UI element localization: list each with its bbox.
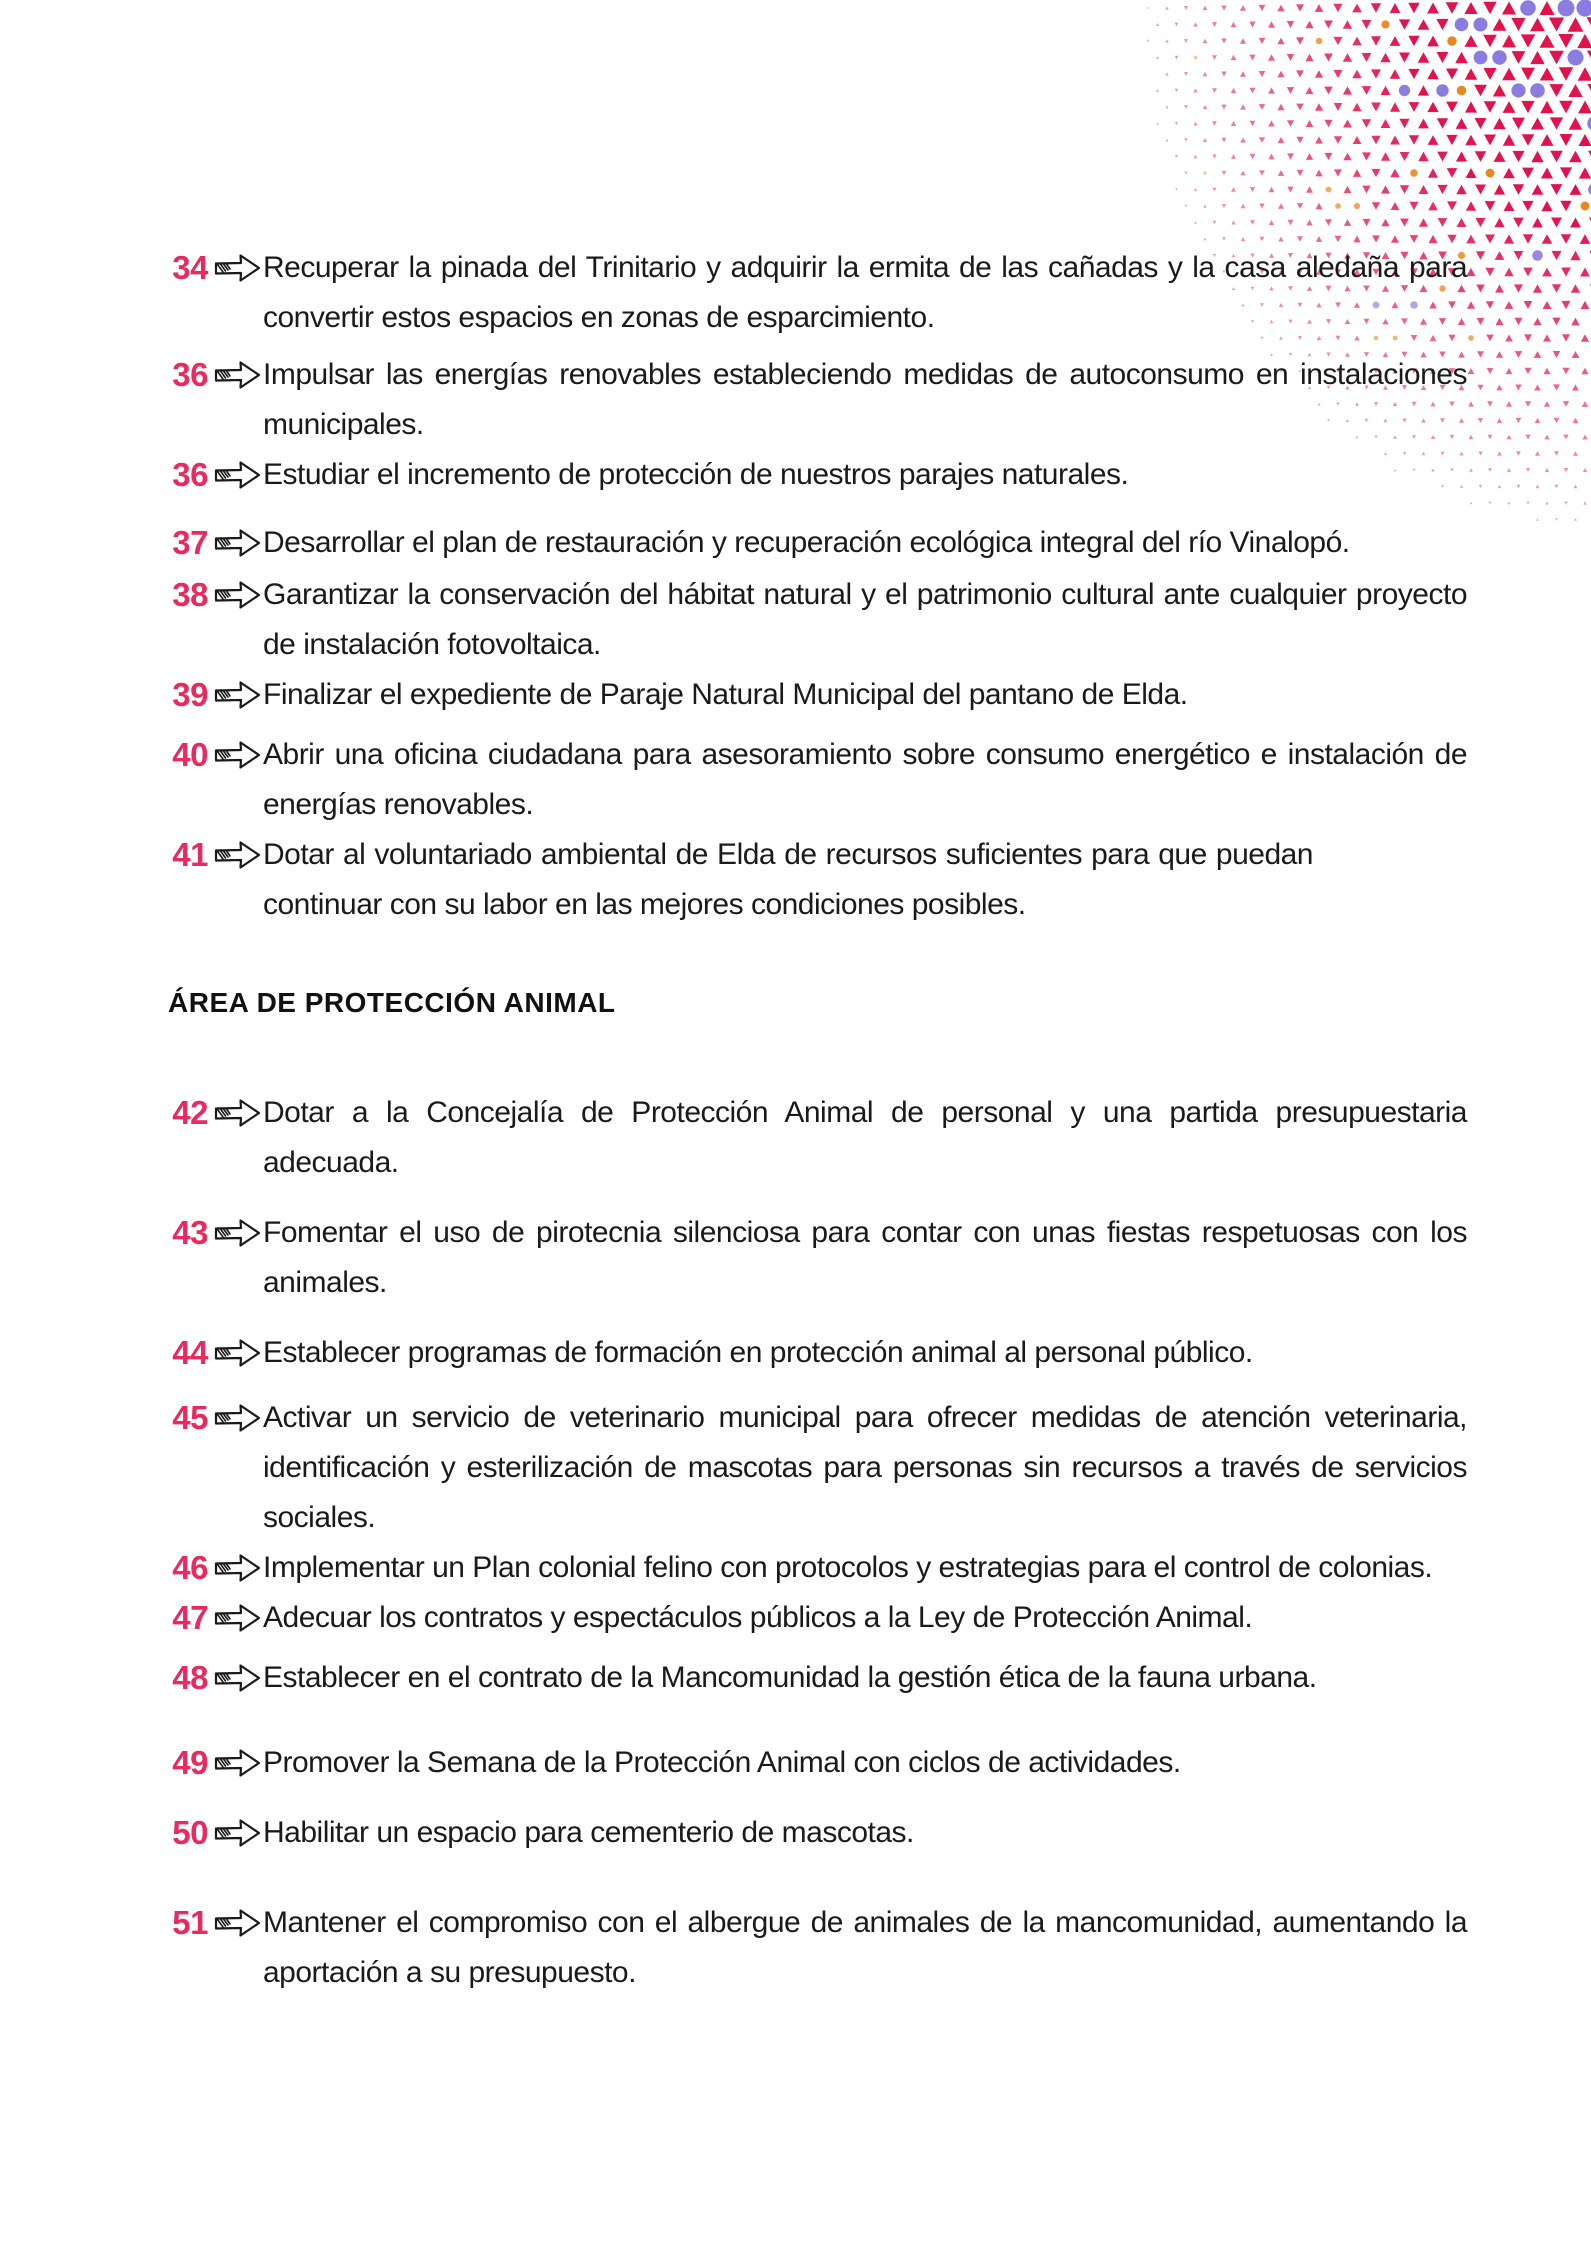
- arrow-right-icon: [212, 678, 262, 712]
- item-text: Establecer en el contrato de la Mancomunidad la gestión ética de la fauna urbana.: [263, 1661, 1317, 1694]
- item-marker: [160, 570, 263, 620]
- item-number: 42: [172, 1094, 208, 1131]
- item-number: 51: [172, 1904, 208, 1941]
- item-marker: [160, 730, 263, 780]
- measure-list-item: [160, 518, 1467, 568]
- item-number: 45: [172, 1399, 208, 1436]
- measure-list-item: [160, 830, 1467, 930]
- measure-list-item: [160, 1593, 1467, 1643]
- section-heading: ÁREA DE PROTECCIÓN ANIMAL: [168, 987, 616, 1018]
- item-number: 37: [172, 524, 208, 561]
- item-number: 34: [172, 249, 208, 286]
- item-text: Garantizar la conservación del hábitat natural y el patrimonio cultural ante cualquier proyecto de instalación fotovoltaica.: [263, 578, 1467, 661]
- arrow-right-icon: [212, 1661, 262, 1695]
- item-marker: [160, 1593, 263, 1643]
- arrow-right-icon: [212, 1096, 262, 1130]
- item-marker: [160, 243, 263, 293]
- measure-list-item: [160, 1543, 1467, 1593]
- measure-list-item: [160, 1808, 1467, 1858]
- item-marker: [160, 670, 263, 720]
- item-text: Mantener el compromiso con el albergue de animales de la mancomunidad, aumentando la aportación a su presupuesto.: [263, 1906, 1467, 1989]
- item-number: 49: [172, 1744, 208, 1781]
- arrow-right-icon: [212, 838, 262, 872]
- arrow-right-icon: [212, 578, 262, 612]
- arrow-right-icon: [212, 1216, 262, 1250]
- item-number: 46: [172, 1549, 208, 1586]
- measure-list-item: [160, 1898, 1467, 1998]
- arrow-right-icon: [212, 1336, 262, 1370]
- measure-list-item: [160, 1393, 1467, 1543]
- item-text: Adecuar los contratos y espectáculos públicos a la Ley de Protección Animal.: [263, 1601, 1253, 1634]
- item-number: 38: [172, 576, 208, 613]
- arrow-right-icon: [212, 738, 262, 772]
- arrow-right-icon: [212, 1816, 262, 1850]
- item-marker: [160, 1393, 263, 1443]
- measure-list-item: [160, 1208, 1467, 1308]
- item-number: 41: [172, 836, 208, 873]
- measure-list-item: [160, 730, 1467, 830]
- item-marker: [160, 1653, 263, 1703]
- arrow-right-icon: [212, 1401, 262, 1435]
- item-marker: [160, 1208, 263, 1258]
- item-number: 40: [172, 736, 208, 773]
- measure-list-item: [160, 1738, 1467, 1788]
- arrow-right-icon: [212, 251, 262, 285]
- item-number: 50: [172, 1814, 208, 1851]
- item-text: Activar un servicio de veterinario municipal para ofrecer medidas de atención veterinaria, identificación y esterilización de mascotas para personas sin recursos a través de servicios sociales.: [263, 1401, 1467, 1534]
- item-number: 43: [172, 1214, 208, 1251]
- measure-list-item: [160, 1088, 1467, 1188]
- item-text: Recuperar la pinada del Trinitario y adquirir la ermita de las cañadas y la casa aledaña para convertir estos espacios en zonas de esparcimiento.: [263, 251, 1467, 334]
- item-text: Dotar al voluntariado ambiental de Elda de recursos suficientes para que puedan continuar con su labor en las mejores condiciones posibles.: [263, 838, 1313, 921]
- item-marker: [160, 1738, 263, 1788]
- measure-list-item: [160, 1328, 1467, 1378]
- item-text: Impulsar las energías renovables estableciendo medidas de autoconsumo en instalaciones municipales.: [263, 358, 1467, 441]
- item-number: 39: [172, 676, 208, 713]
- arrow-right-icon: [212, 1551, 262, 1585]
- item-marker: [160, 1328, 263, 1378]
- item-text: Implementar un Plan colonial felino con protocolos y estrategias para el control de colonias.: [263, 1551, 1433, 1584]
- arrow-right-icon: [212, 358, 262, 392]
- item-number: 48: [172, 1659, 208, 1696]
- item-number: 36: [172, 356, 208, 393]
- item-number: 44: [172, 1334, 208, 1371]
- arrow-right-icon: [212, 526, 262, 560]
- item-marker: [160, 518, 263, 568]
- item-marker: [160, 1898, 263, 1948]
- item-text: Abrir una oficina ciudadana para asesoramiento sobre consumo energético e instalación de energías renovables.: [263, 738, 1467, 821]
- measure-list-item: [160, 243, 1467, 343]
- measure-list-item: [160, 1653, 1467, 1703]
- item-marker: [160, 350, 263, 400]
- item-marker: [160, 1088, 263, 1138]
- arrow-right-icon: [212, 1746, 262, 1780]
- item-text: Fomentar el uso de pirotecnia silenciosa para contar con unas fiestas respetuosas con los animales.: [263, 1216, 1467, 1299]
- item-text: Establecer programas de formación en protección animal al personal público.: [263, 1336, 1253, 1369]
- measure-list-item: [160, 450, 1467, 500]
- item-marker: [160, 830, 263, 880]
- item-marker: [160, 450, 263, 500]
- item-text: Estudiar el incremento de protección de nuestros parajes naturales.: [263, 458, 1129, 491]
- item-number: 47: [172, 1599, 208, 1636]
- item-text: Habilitar un espacio para cementerio de mascotas.: [263, 1816, 914, 1849]
- measure-list-item: [160, 350, 1467, 450]
- measures-list-content: [160, 243, 1467, 1998]
- item-marker: [160, 1808, 263, 1858]
- item-text: Promover la Semana de la Protección Animal con ciclos de actividades.: [263, 1746, 1181, 1779]
- environment-measures-list: [160, 243, 1467, 930]
- item-marker: [160, 1543, 263, 1593]
- measure-list-item: [160, 570, 1467, 670]
- arrow-right-icon: [212, 1906, 262, 1940]
- animal-protection-measures-list: [160, 1088, 1467, 1998]
- arrow-right-icon: [212, 1601, 262, 1635]
- item-text: Desarrollar el plan de restauración y recuperación ecológica integral del río Vinalopó.: [263, 526, 1350, 559]
- arrow-right-icon: [212, 458, 262, 492]
- item-text: Finalizar el expediente de Paraje Natural Municipal del pantano de Elda.: [263, 678, 1188, 711]
- item-text: Dotar a la Concejalía de Protección Animal de personal y una partida presupuestaria adecuada.: [263, 1096, 1467, 1179]
- measure-list-item: [160, 670, 1467, 720]
- item-number: 36: [172, 456, 208, 493]
